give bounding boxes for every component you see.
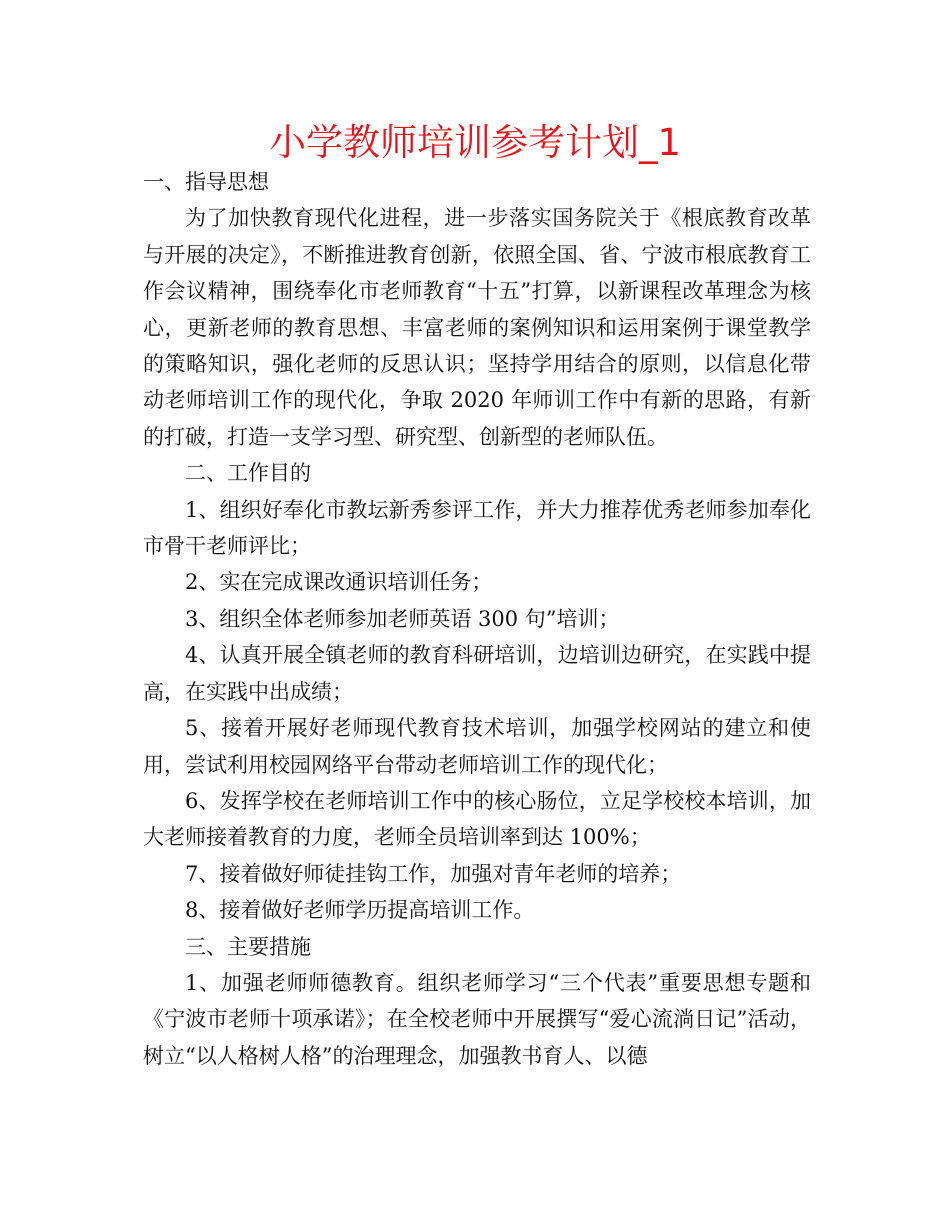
goal-item-8: 8、接着做好老师学历提高培训工作。: [185, 898, 535, 923]
goal-item-4: 4、认真开展全镇老师的教育科研培训，边培训边研究，在实践中提高，在实践中出成绩；: [143, 643, 811, 704]
section-heading-guiding-thought: 一、指导思想: [143, 170, 269, 194]
goal-item-3: 3、组织全体老师参加老师英语 300 句”培训；: [185, 606, 620, 631]
goal-item-6: 6、发挥学校在老师培训工作中的核心肠位，立足学校校本培训，加大老师接着教育的力度，老师全员培训率到达 100%；: [143, 788, 811, 850]
document-title: 小学教师培训参考计划_1: [268, 121, 682, 164]
goal-item-1: 1、组织好奉化市教坛新秀参评工作，并大力推荐优秀老师参加奉化市骨干老师评比；: [143, 497, 811, 559]
document-body: [143, 164, 811, 1074]
goal-item-2: 2、实在完成课改通识培训任务；: [185, 570, 493, 595]
paragraph-guiding-thought: 为了加快教育现代化进程，进一步落实国务院关于《根底教育改革与开展的决定》，不断推进教育创新，依照全国、省、宁波市根底教育工作会议精神，围绕奉化市老师教育“十五”打算，以新课程改革理念为核心，更新老师的教育思想、丰富老师的案例知识和运用案例于课堂教学的策略知识，强化老师的反思认识；坚持学用结合的原则，以信息化带动老师培训工作的现代化，争取 2020 年师训工作中有新的思路，有新的打破，打造一支学习型、研究型、创新型的老师队伍。: [143, 206, 811, 449]
goal-item-7: 7、接着做好师徒挂钩工作，加强对青年老师的培养；: [185, 861, 682, 886]
section-heading-work-goals: 二、工作目的: [185, 461, 311, 486]
goal-item-5: 5、接着开展好老师现代教育技术培训，加强学校网站的建立和使用，尝试利用校园网络平台带动老师培训工作的现代化；: [143, 716, 811, 777]
measure-item-1: 1、加强老师师德教育。组织老师学习“三个代表”重要思想专题和《宁波市老师十项承诺》；在全校老师中开展撰写“爱心流淌日记”活动，树立“以人格树人格”的治理理念，加强教书育人、以德: [143, 970, 811, 1068]
section-heading-main-measures: 三、主要措施: [185, 934, 311, 959]
